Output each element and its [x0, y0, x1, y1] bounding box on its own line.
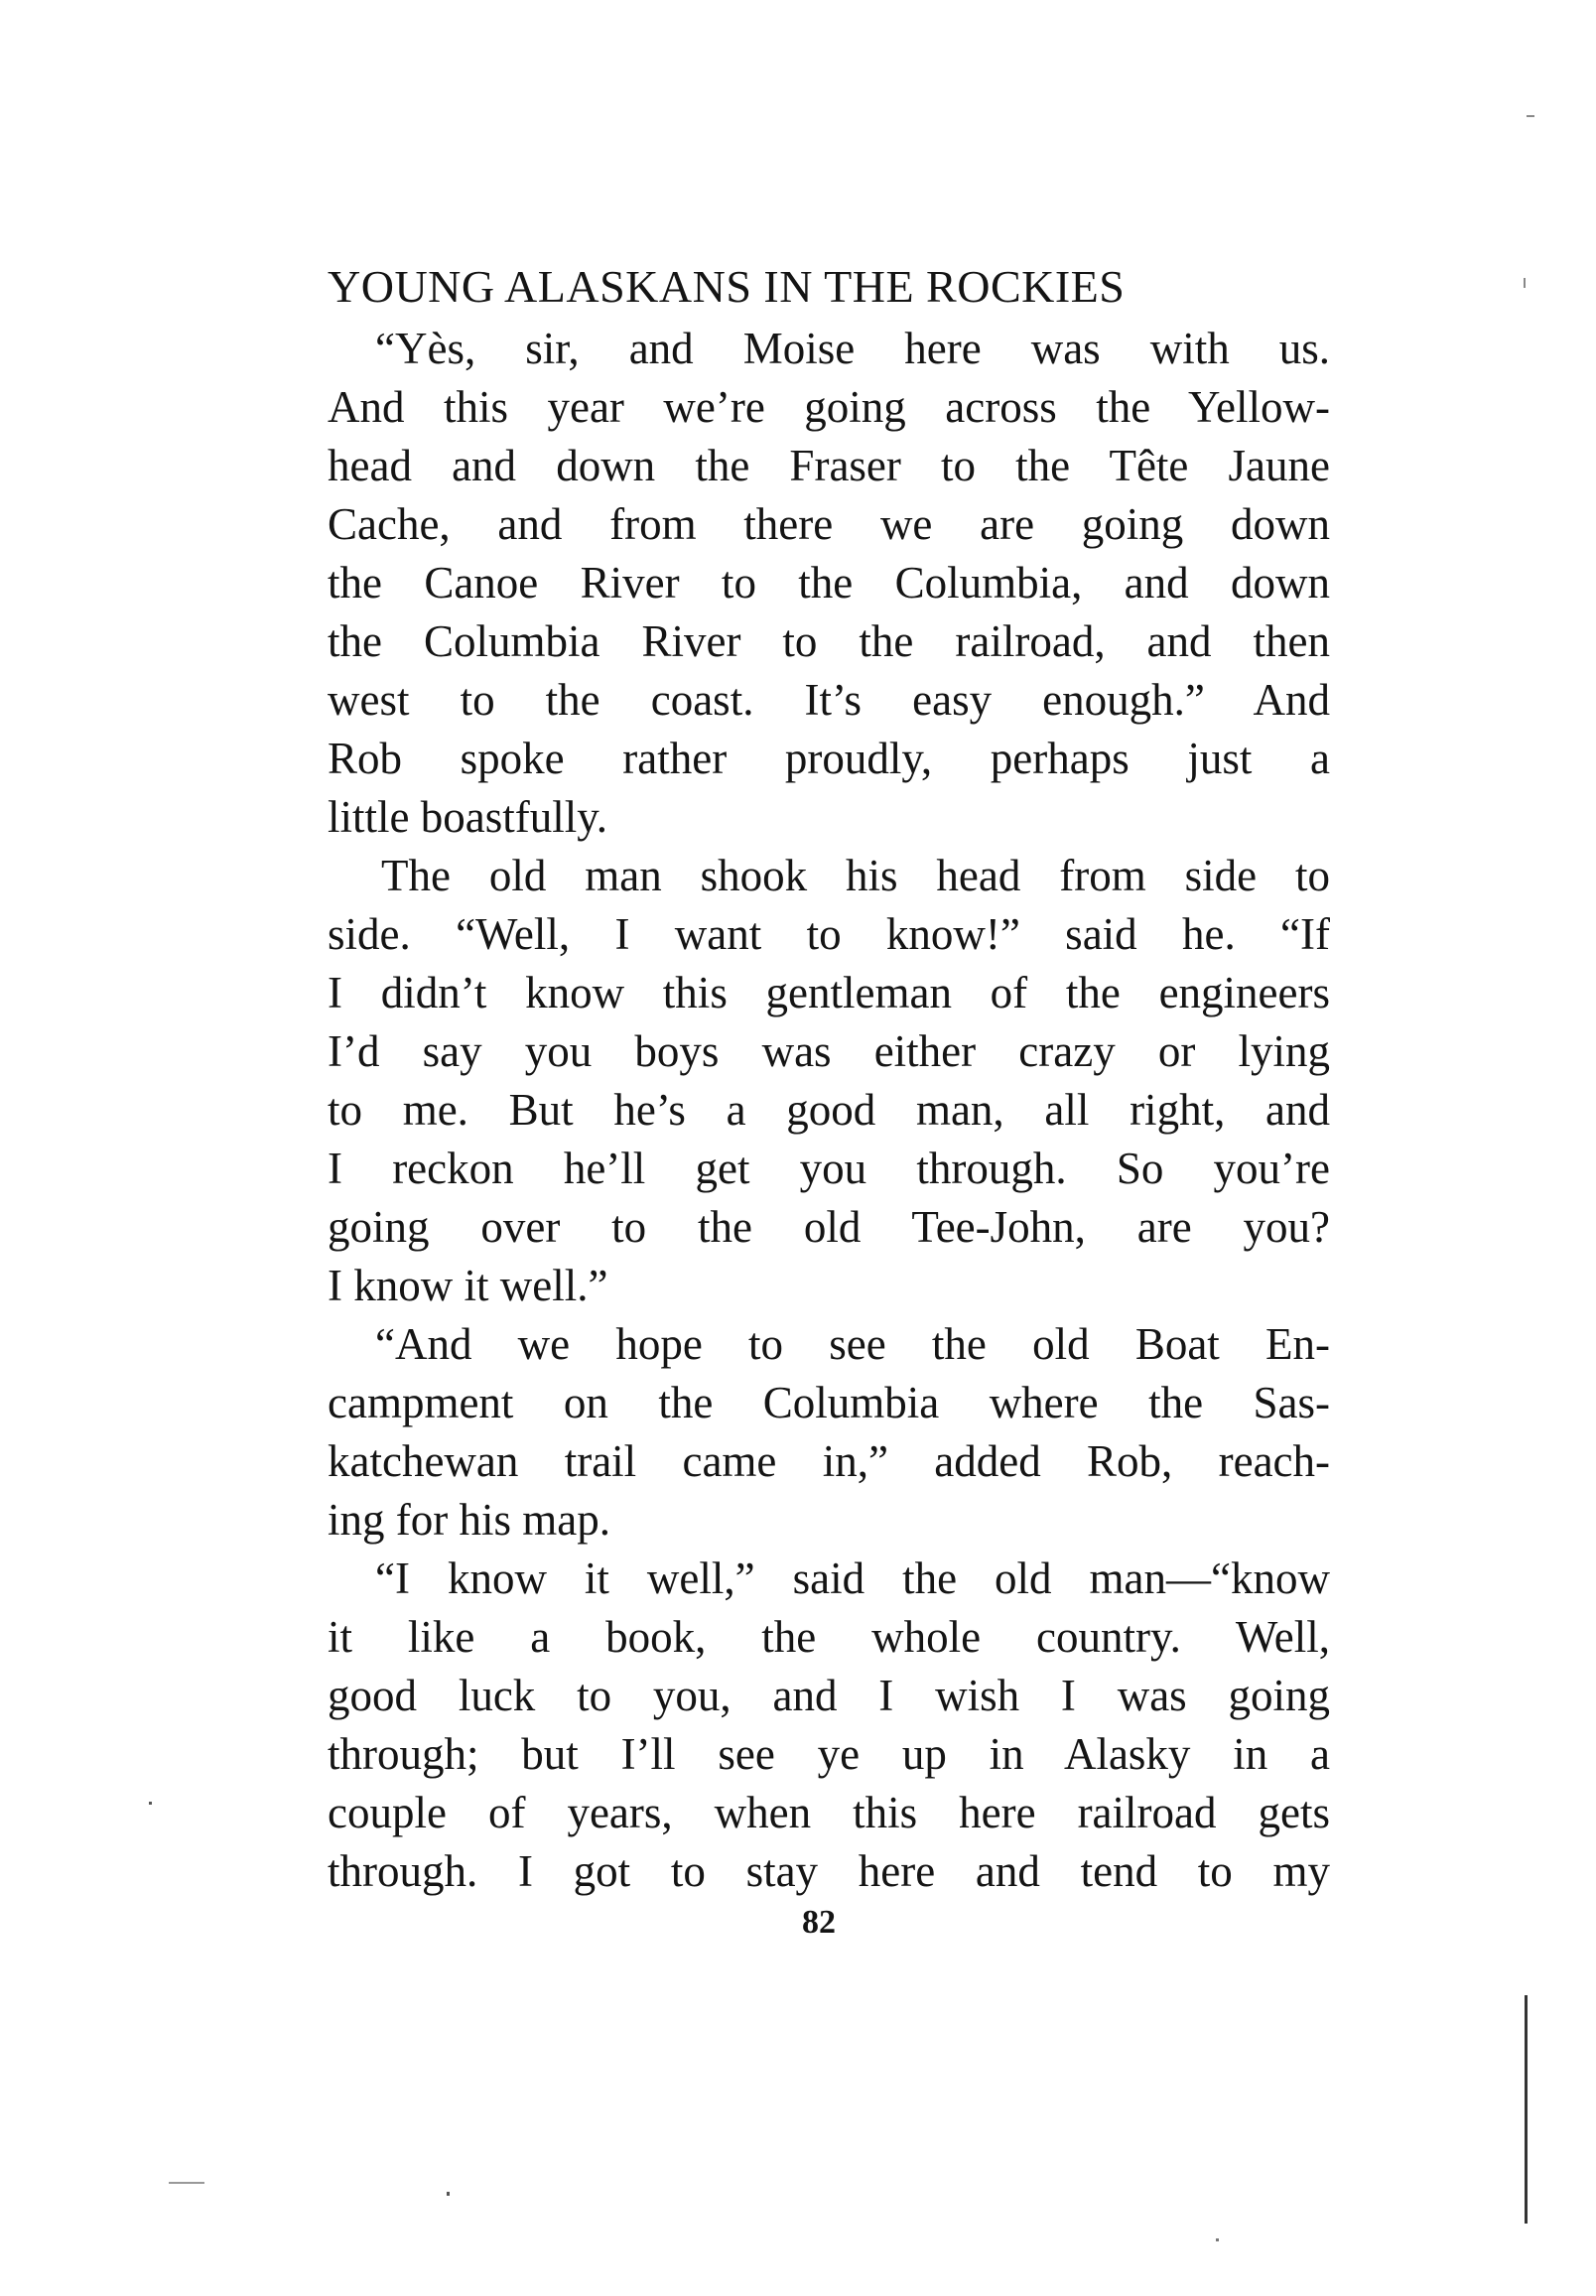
scan-edge-line — [1525, 1995, 1528, 2224]
text-line-11: side. “Well, I want to know!” said he. “If — [328, 909, 1330, 959]
text-line-27: through. I got to stay here and tend to my — [328, 1846, 1330, 1896]
scan-speck — [1216, 2238, 1219, 2241]
text-line-18: “And we hope to see the old Boat En- — [375, 1319, 1330, 1369]
text-line-13: I’d say you boys was either crazy or lying — [328, 1026, 1330, 1076]
text-line-14: to me. But he’s a good man, all right, and — [328, 1085, 1330, 1135]
running-head: YOUNG ALASKANS IN THE ROCKIES — [328, 261, 1126, 312]
text-line-7: west to the coast. It’s easy enough.” And — [328, 675, 1330, 725]
text-line-24: good luck to you, and I wish I was going — [328, 1671, 1330, 1720]
scan-speck — [1527, 115, 1534, 117]
text-line-16: going over to the old Tee-John, are you? — [328, 1202, 1330, 1252]
text-line-19: campment on the Columbia where the Sas- — [328, 1378, 1330, 1427]
text-line-15: I reckon he’ll get you through. So you’re — [328, 1144, 1330, 1193]
text-line-6: the Columbia River to the railroad, and then — [328, 616, 1330, 666]
text-line-26: couple of years, when this here railroad gets — [328, 1788, 1330, 1837]
scan-speck — [169, 2182, 204, 2184]
text-line-9: little boastfully. — [328, 792, 608, 842]
scan-speck — [149, 1802, 152, 1805]
scan-speck — [447, 2192, 450, 2196]
text-line-5: the Canoe River to the Columbia, and down — [328, 558, 1330, 608]
text-line-23: it like a book, the whole country. Well, — [328, 1612, 1330, 1662]
text-line-17: I know it well.” — [328, 1261, 608, 1310]
text-line-3: head and down the Fraser to the Tête Jaune — [328, 441, 1330, 490]
text-line-22: “I know it well,” said the old man—“know — [375, 1553, 1330, 1603]
page-number: 82 — [802, 1904, 836, 1941]
text-line-12: I didn’t know this gentleman of the engineers — [328, 968, 1330, 1017]
text-line-21: ing for his map. — [328, 1495, 610, 1545]
text-line-25: through; but I’ll see ye up in Alasky in a — [328, 1729, 1330, 1779]
text-line-1: “Yès, sir, and Moise here was with us. — [375, 324, 1330, 373]
text-line-2: And this year we’re going across the Yellow- — [328, 382, 1330, 432]
text-line-10: The old man shook his head from side to — [381, 851, 1330, 900]
text-line-20: katchewan trail came in,” added Rob, reach- — [328, 1436, 1330, 1486]
text-line-4: Cache, and from there we are going down — [328, 499, 1330, 549]
text-line-8: Rob spoke rather proudly, perhaps just a — [328, 734, 1330, 783]
scan-speck — [1524, 278, 1526, 288]
